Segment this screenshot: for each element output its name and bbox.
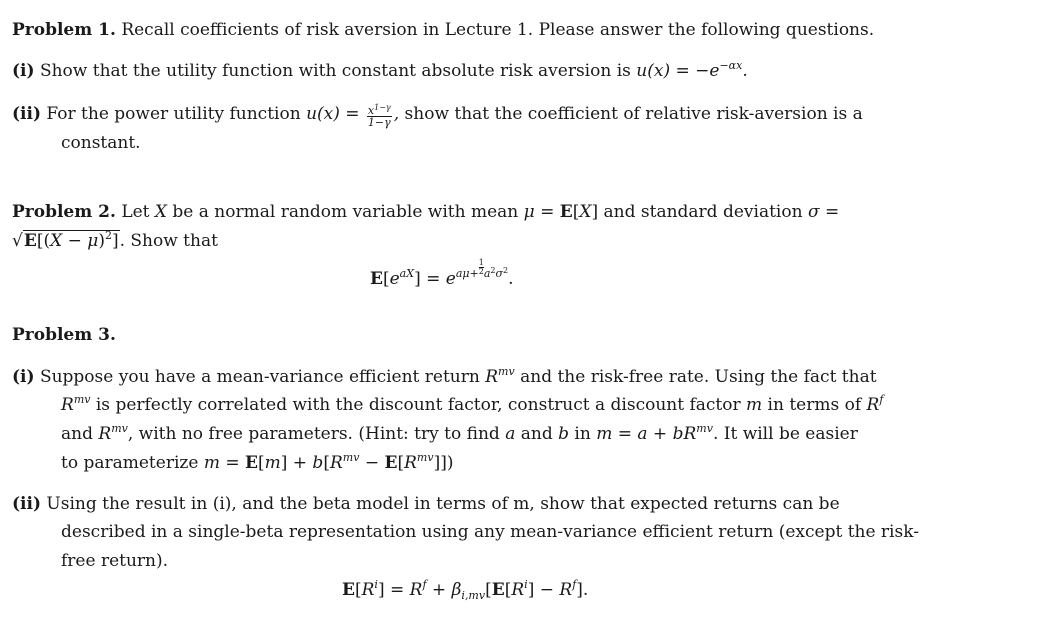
problem-3-part-i-line-1: (i) Suppose you have a mean-variance efficient return $R^{mv}$ and the risk-free rate. Using the fact that <box>12 365 877 387</box>
problem-2-label: Problem 2. <box>12 202 116 222</box>
problem-3-part-i-label: (i) <box>12 367 35 387</box>
problem-2-formula: $E[e^{aX}] = e^{a\mu+ \frac{1}{2}a^2\sigma^2}$. <box>370 258 514 289</box>
problem-3-label: Problem 3. <box>12 325 116 345</box>
problem-1-part-i-label: (i) <box>12 61 35 81</box>
problem-2-text-a: Let X be a normal random variable with mean μ = E[X] and standard deviation σ = <box>121 202 840 222</box>
problem-1-part-ii-formula: u(x) = $\frac{x^{1-\gamma}}{1-\gamma}$ , <box>306 103 400 129</box>
problem-1-part-ii-cont: constant. <box>61 133 141 153</box>
problem-2-line-2: $√E[(X - \mu)^2]$. Show that <box>12 229 218 251</box>
problem-3-part-ii-line-1 <box>12 494 840 514</box>
problem-3-formula: $E[R^i] = R^f + \beta_{i,mv}[E[R^i] - R^f]$. <box>342 578 589 602</box>
problem-1-part-i <box>12 61 748 81</box>
problem-1-part-ii-text-a: For the power utility function <box>46 104 301 124</box>
problem-3-part-ii-line-3: free return). <box>61 551 169 571</box>
problem-1-part-i-text: Show that the utility function with constant absolute risk aversion is <box>39 61 631 81</box>
problem-3-part-ii-label: (ii) <box>12 494 42 514</box>
problem-3-part-i-line-2: $R^{mv}$ is perfectly correlated with the discount factor, construct a discount factor m in terms of $R^f$ <box>61 393 884 415</box>
problem-1-part-i-formula: $u(x) = -e^{-\alpha x}$. <box>636 59 748 81</box>
problem-1-intro-text: Recall coefficients of risk aversion in Lecture 1. Please answer the following questions. <box>121 20 875 40</box>
problem-1-part-ii-label: (ii) <box>12 104 42 124</box>
problem-3-part-i-line-4: to parameterize $m = E[m] + b[R^{mv} - E[R^{mv}]]$) <box>61 451 454 473</box>
problem-1-part-ii <box>12 104 863 128</box>
problem-1-intro <box>12 20 874 40</box>
problem-1-part-ii-text-b: show that the coefficient of relative risk-aversion is a <box>404 104 863 124</box>
problem-3-part-ii-text-1: Using the result in (i), and the beta model in terms of m, show that expected returns can be <box>46 494 840 514</box>
problem-2-line-1 <box>12 202 839 222</box>
problem-3-part-i-line-3: and $R^{mv}$, with no free parameters. (Hint: try to find a and b in $m = a + bR^{mv}$. It will be easier <box>61 422 858 444</box>
problem-1-label: Problem 1. <box>12 20 116 40</box>
problem-3-part-ii-line-2: described in a single-beta representation using any mean-variance efficient return (except the risk- <box>61 522 919 542</box>
